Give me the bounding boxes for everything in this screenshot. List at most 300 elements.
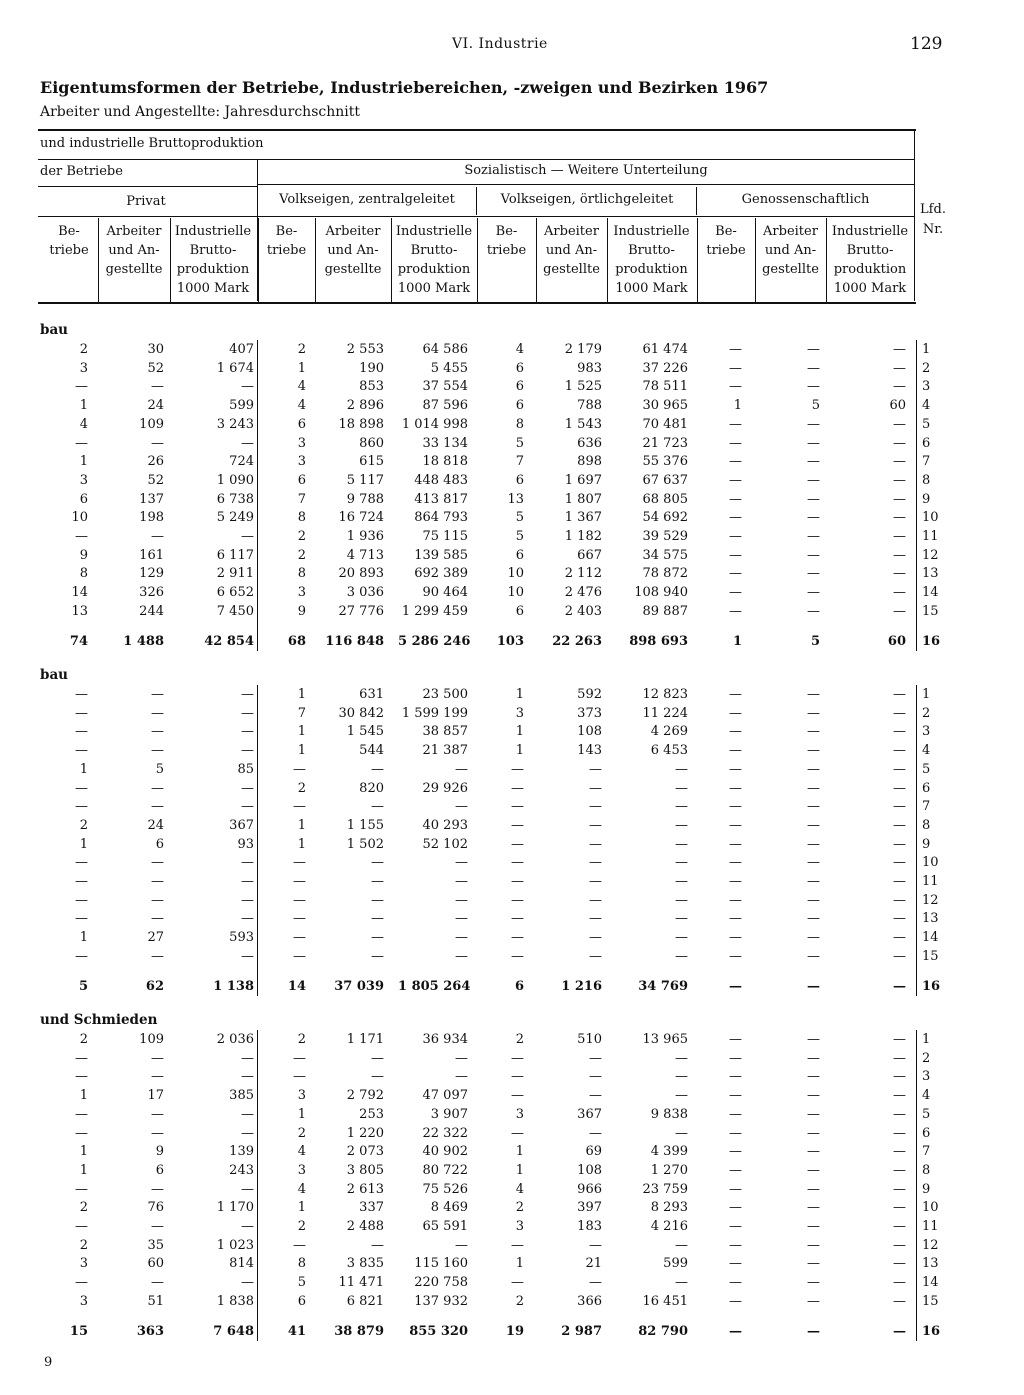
cell-privat-arbeiter: 52 [147, 472, 164, 488]
cell-privat-arbeiter: 6 [155, 836, 164, 852]
cell-genossenschaftlich-arbeiter: — [807, 454, 820, 470]
cell-genossenschaftlich-betriebe: — [729, 705, 742, 721]
cell-genossenschaftlich-produktion: — [893, 1032, 906, 1047]
cell-privat-betriebe: — [75, 1181, 88, 1197]
cell-lfd-nr: 1 [922, 1032, 931, 1047]
cell-ve-zentral-produktion: — [455, 1069, 468, 1085]
cell-ve-oertlich-produktion: 6 453 [650, 743, 688, 759]
table-row [0, 434, 1024, 453]
cell-genossenschaftlich-arbeiter: — [807, 1162, 820, 1178]
cell-ve-zentral-produktion: 65 591 [422, 1219, 468, 1234]
cell-privat-produktion: 6 117 [216, 547, 254, 563]
cell-genossenschaftlich-betriebe: 1 [733, 398, 742, 414]
cell-privat-produktion: — [241, 855, 254, 871]
cell-privat-produktion: 593 [229, 930, 254, 946]
cell-ve-zentral-betriebe: — [293, 892, 306, 908]
cell-ve-zentral-arbeiter: 11 471 [338, 1275, 384, 1291]
cell-privat-arbeiter: — [151, 911, 164, 927]
cell-genossenschaftlich-arbeiter: — [807, 817, 820, 833]
cell-ve-oertlich-betriebe: 6 [515, 379, 524, 395]
cell-privat-produktion: 243 [229, 1162, 254, 1178]
cell-lfd-nr: 2 [922, 1050, 931, 1066]
cell-privat-arbeiter: — [151, 743, 164, 759]
cell-genossenschaftlich-produktion: — [893, 1237, 906, 1253]
cell-genossenschaftlich-produktion: — [893, 1162, 906, 1178]
cell-genossenschaftlich-produktion: — [893, 1106, 906, 1122]
cell-genossenschaftlich-produktion: — [893, 454, 906, 470]
cell-privat-betriebe: 2 [79, 1237, 88, 1253]
cell-privat-produktion: 93 [237, 836, 254, 852]
cell-privat-betriebe: 13 [71, 603, 88, 619]
cell-lfd-nr: 4 [922, 1088, 931, 1104]
cell-genossenschaftlich-arbeiter: — [807, 1032, 820, 1047]
cell-ve-zentral-produktion: — [455, 930, 468, 946]
cell-genossenschaftlich-arbeiter: — [807, 1323, 820, 1339]
cell-ve-zentral-betriebe: 8 [297, 510, 306, 526]
cell-genossenschaftlich-arbeiter: — [807, 360, 820, 376]
col-head-ve-zentral-produktion: Industrielle Brutto- produktion 1000 Mark [395, 224, 473, 296]
cell-ve-oertlich-arbeiter: 1 525 [564, 379, 602, 395]
cell-genossenschaftlich-betriebe: — [729, 1125, 742, 1141]
cell-privat-arbeiter: 326 [139, 585, 164, 601]
cell-ve-oertlich-arbeiter: — [589, 1237, 602, 1253]
cell-ve-oertlich-betriebe: 2 [515, 1200, 524, 1216]
col-head-genossenschaftlich-arbeiter: Arbeiter und An- gestellte [762, 224, 819, 277]
cell-ve-oertlich-arbeiter: 21 [585, 1256, 602, 1272]
cell-ve-zentral-arbeiter: 1 220 [346, 1125, 384, 1141]
cell-privat-betriebe: 1 [79, 1088, 88, 1104]
cell-privat-betriebe: — [75, 892, 88, 908]
cell-ve-zentral-arbeiter: 3 036 [346, 585, 384, 601]
cell-ve-zentral-betriebe: 14 [287, 978, 306, 994]
cell-ve-oertlich-betriebe: — [511, 911, 524, 927]
cell-genossenschaftlich-produktion: — [893, 855, 906, 871]
cell-ve-oertlich-produktion: 21 723 [642, 435, 688, 451]
col-divider [258, 218, 259, 302]
cell-privat-produktion: — [241, 687, 254, 702]
cell-privat-betriebe: — [75, 705, 88, 721]
cell-genossenschaftlich-arbeiter: — [807, 510, 820, 526]
cell-ve-zentral-produktion: 1 805 264 [398, 978, 471, 994]
cell-lfd-nr: 8 [922, 817, 931, 833]
col-divider [826, 218, 827, 302]
cell-ve-oertlich-produktion: 898 693 [629, 633, 688, 649]
cell-genossenschaftlich-produktion: — [893, 761, 906, 777]
cell-genossenschaftlich-betriebe: — [729, 603, 742, 619]
cell-privat-betriebe: — [75, 1219, 88, 1234]
cell-genossenschaftlich-betriebe: — [729, 1256, 742, 1272]
cell-ve-zentral-arbeiter: 820 [359, 780, 384, 796]
cell-ve-oertlich-produktion: 23 759 [642, 1181, 688, 1197]
cell-ve-zentral-arbeiter: — [371, 761, 384, 777]
table-row [0, 564, 1024, 583]
cell-genossenschaftlich-betriebe: — [729, 585, 742, 601]
table-row [0, 891, 1024, 910]
cell-privat-betriebe: — [75, 911, 88, 927]
cell-ve-zentral-produktion: — [455, 855, 468, 871]
cell-ve-oertlich-produktion: — [675, 1275, 688, 1291]
cell-ve-oertlich-produktion: — [675, 1050, 688, 1066]
cell-lfd-nr: 7 [922, 799, 931, 815]
cell-privat-arbeiter: 1 488 [123, 633, 164, 649]
cell-privat-betriebe: 8 [79, 566, 88, 582]
cell-ve-oertlich-betriebe: 1 [515, 724, 524, 740]
cell-genossenschaftlich-betriebe: — [729, 930, 742, 946]
cell-privat-arbeiter: 26 [147, 454, 164, 470]
cell-genossenschaftlich-arbeiter: — [807, 799, 820, 815]
cell-ve-zentral-betriebe: 41 [287, 1323, 306, 1339]
cell-privat-betriebe: 1 [79, 761, 88, 777]
cell-ve-oertlich-betriebe: — [511, 1275, 524, 1291]
cell-ve-zentral-produktion: — [455, 799, 468, 815]
cell-privat-betriebe: 1 [79, 454, 88, 470]
col-head-ve-zentral-betriebe: Be- triebe [266, 224, 307, 258]
cell-ve-zentral-arbeiter: 544 [359, 743, 384, 759]
cell-ve-oertlich-produktion: 4 216 [650, 1219, 688, 1234]
cell-ve-oertlich-arbeiter: — [589, 1069, 602, 1085]
cell-ve-zentral-betriebe: — [293, 1237, 306, 1253]
cell-ve-oertlich-betriebe: — [511, 892, 524, 908]
cell-privat-produktion: 1 138 [213, 978, 254, 994]
cell-ve-oertlich-betriebe: 1 [515, 1256, 524, 1272]
cell-ve-zentral-produktion: 8 469 [430, 1200, 468, 1216]
table-row [0, 1105, 1024, 1124]
cell-ve-zentral-produktion: 137 932 [414, 1293, 468, 1309]
cell-genossenschaftlich-produktion: — [893, 1125, 906, 1141]
cell-genossenschaftlich-arbeiter: — [807, 585, 820, 601]
col-head-ve-oertlich-produktion: Industrielle Brutto- produktion 1000 Mark [613, 224, 690, 296]
cell-genossenschaftlich-arbeiter: — [807, 379, 820, 395]
cell-ve-oertlich-betriebe: 7 [515, 454, 524, 470]
cell-ve-oertlich-arbeiter: 1 216 [561, 978, 602, 994]
cell-privat-arbeiter: 62 [145, 978, 164, 994]
cell-ve-zentral-arbeiter: 2 613 [346, 1181, 384, 1197]
cell-ve-oertlich-arbeiter: 1 182 [564, 529, 602, 544]
cell-ve-zentral-produktion: 3 907 [430, 1106, 468, 1122]
cell-ve-zentral-produktion: 5 455 [430, 360, 468, 376]
cell-ve-oertlich-arbeiter: — [589, 892, 602, 908]
cell-ve-oertlich-arbeiter: 183 [577, 1219, 602, 1234]
cell-ve-oertlich-produktion: 34 575 [642, 547, 688, 563]
table-row [0, 1161, 1024, 1180]
cell-lfd-nr: 6 [922, 435, 931, 451]
cell-privat-produktion: 407 [229, 342, 254, 357]
cell-genossenschaftlich-arbeiter: — [807, 724, 820, 740]
cell-genossenschaftlich-arbeiter: — [807, 491, 820, 507]
section-label: bau [40, 322, 69, 338]
cell-genossenschaftlich-arbeiter: — [807, 761, 820, 777]
cell-lfd-nr: 9 [922, 491, 931, 507]
cell-genossenschaftlich-betriebe: — [729, 510, 742, 526]
cell-genossenschaftlich-arbeiter: — [807, 603, 820, 619]
cell-genossenschaftlich-produktion: — [893, 1050, 906, 1066]
cell-genossenschaftlich-produktion: — [893, 799, 906, 815]
cell-privat-produktion: — [241, 379, 254, 395]
cell-ve-oertlich-betriebe: — [511, 761, 524, 777]
cell-privat-betriebe: 2 [79, 1200, 88, 1216]
cell-privat-produktion: — [241, 529, 254, 544]
cell-lfd-nr: 7 [922, 454, 931, 470]
cell-genossenschaftlich-arbeiter: — [807, 930, 820, 946]
cell-ve-zentral-betriebe: 1 [297, 724, 306, 740]
cell-ve-zentral-produktion: 18 818 [422, 454, 468, 470]
cell-ve-zentral-produktion: 52 102 [422, 836, 468, 852]
cell-ve-oertlich-arbeiter: — [589, 1088, 602, 1104]
body-column-rule [257, 685, 258, 996]
col-head-privat-produktion: Industrielle Brutto- produktion 1000 Mark [174, 224, 252, 296]
header-bottom-rule [38, 302, 916, 304]
cell-genossenschaftlich-produktion: — [893, 930, 906, 946]
cell-genossenschaftlich-betriebe: — [729, 1069, 742, 1085]
cell-privat-arbeiter: — [151, 1125, 164, 1141]
cell-genossenschaftlich-produktion: — [893, 1219, 906, 1234]
cell-genossenschaftlich-betriebe: — [729, 454, 742, 470]
cell-genossenschaftlich-arbeiter: — [807, 342, 820, 357]
cell-genossenschaftlich-arbeiter: — [807, 978, 820, 994]
cell-genossenschaftlich-produktion: — [893, 743, 906, 759]
cell-genossenschaftlich-arbeiter: — [807, 892, 820, 908]
cell-privat-arbeiter: 17 [147, 1088, 164, 1104]
cell-lfd-nr: 15 [922, 603, 939, 619]
cell-privat-arbeiter: — [151, 1050, 164, 1066]
cell-ve-oertlich-produktion: 37 226 [642, 360, 688, 376]
cell-ve-oertlich-arbeiter: — [589, 1125, 602, 1141]
cell-ve-oertlich-betriebe: 2 [515, 1293, 524, 1309]
cell-ve-oertlich-betriebe: — [511, 1125, 524, 1141]
cell-genossenschaftlich-betriebe: — [729, 1275, 742, 1291]
cell-privat-arbeiter: — [151, 529, 164, 544]
cell-lfd-nr: 2 [922, 360, 931, 376]
table-row [0, 704, 1024, 723]
table-row [0, 779, 1024, 798]
cell-ve-oertlich-betriebe: — [511, 1069, 524, 1085]
cell-ve-oertlich-arbeiter: 366 [577, 1293, 602, 1309]
cell-genossenschaftlich-produktion: — [893, 1293, 906, 1309]
col-head-ve-oertlich-betriebe: Be- triebe [486, 224, 527, 258]
cell-ve-zentral-produktion: 5 286 246 [398, 633, 471, 649]
cell-privat-produktion: — [241, 435, 254, 451]
cell-genossenschaftlich-betriebe: — [729, 1293, 742, 1309]
cell-ve-oertlich-produktion: — [675, 948, 688, 964]
cell-ve-zentral-betriebe: 5 [297, 1275, 306, 1291]
cell-genossenschaftlich-produktion: — [893, 780, 906, 796]
cell-lfd-nr: 13 [922, 911, 939, 927]
cell-ve-oertlich-arbeiter: 667 [577, 547, 602, 563]
table-row [0, 1086, 1024, 1105]
cell-lfd-nr: 12 [922, 1237, 939, 1253]
cell-ve-zentral-produktion: 115 160 [414, 1256, 468, 1272]
cell-genossenschaftlich-betriebe: — [729, 342, 742, 357]
running-head: VI. Industrie [452, 36, 548, 52]
cell-ve-oertlich-produktion: — [675, 930, 688, 946]
cell-genossenschaftlich-produktion: — [893, 978, 906, 994]
cell-privat-produktion: 1 838 [216, 1293, 254, 1309]
cell-privat-betriebe: 14 [71, 585, 88, 601]
table-row [0, 452, 1024, 471]
cell-ve-oertlich-betriebe: — [511, 1237, 524, 1253]
table-row [0, 1217, 1024, 1236]
cell-ve-oertlich-produktion: 61 474 [642, 342, 688, 357]
cell-privat-arbeiter: — [151, 874, 164, 889]
cell-genossenschaftlich-produktion: — [893, 435, 906, 451]
cell-ve-zentral-arbeiter: — [371, 1069, 384, 1085]
cell-ve-oertlich-betriebe: — [511, 874, 524, 889]
cell-ve-zentral-betriebe: 1 [297, 743, 306, 759]
cell-ve-zentral-arbeiter: — [371, 799, 384, 815]
cell-ve-oertlich-betriebe: 1 [515, 743, 524, 759]
cell-ve-zentral-arbeiter: 116 848 [325, 633, 384, 649]
col-divider [170, 218, 171, 302]
cell-ve-zentral-betriebe: 2 [297, 1125, 306, 1141]
cell-genossenschaftlich-betriebe: — [729, 911, 742, 927]
cell-privat-produktion: — [241, 874, 254, 889]
cell-genossenschaftlich-betriebe: — [729, 1162, 742, 1178]
cell-genossenschaftlich-betriebe: — [729, 1237, 742, 1253]
table-row [0, 722, 1024, 741]
table-title: Eigentumsformen der Betriebe, Industriebereichen, -zweigen und Bezirken 1967 [40, 78, 769, 97]
table-row [0, 1198, 1024, 1217]
cell-lfd-nr: 4 [922, 398, 931, 414]
cell-genossenschaftlich-arbeiter: — [807, 687, 820, 702]
cell-ve-oertlich-produktion: 34 769 [638, 978, 688, 994]
cell-privat-produktion: 5 249 [216, 510, 254, 526]
cell-privat-betriebe: 10 [71, 510, 88, 526]
page-number: 129 [910, 34, 943, 54]
cell-ve-oertlich-betriebe: 1 [515, 687, 524, 702]
cell-ve-oertlich-betriebe: 6 [514, 978, 524, 994]
cell-ve-oertlich-produktion: 54 692 [642, 510, 688, 526]
cell-privat-arbeiter: 60 [147, 1256, 164, 1272]
cell-ve-zentral-arbeiter: 860 [359, 435, 384, 451]
cell-genossenschaftlich-produktion: — [893, 948, 906, 964]
cell-privat-betriebe: 3 [79, 360, 88, 376]
cell-privat-arbeiter: — [151, 1219, 164, 1234]
table-row [0, 527, 1024, 546]
cell-ve-zentral-betriebe: 2 [297, 780, 306, 796]
cell-ve-oertlich-produktion: 67 637 [642, 472, 688, 488]
cell-ve-oertlich-betriebe: — [511, 930, 524, 946]
cell-ve-oertlich-produktion: 8 293 [650, 1200, 688, 1216]
cell-ve-oertlich-arbeiter: 108 [577, 724, 602, 740]
cell-ve-oertlich-produktion: 12 823 [642, 687, 688, 702]
cell-ve-zentral-produktion: 80 722 [422, 1162, 468, 1178]
cell-ve-zentral-produktion: 220 758 [414, 1275, 468, 1291]
cell-privat-produktion: 3 243 [216, 416, 254, 432]
cell-ve-oertlich-produktion: — [675, 874, 688, 889]
cell-ve-oertlich-arbeiter: 1 697 [564, 472, 602, 488]
cell-ve-zentral-produktion: 36 934 [422, 1032, 468, 1047]
cell-ve-zentral-produktion: 64 586 [422, 342, 468, 357]
cell-ve-oertlich-produktion: 4 399 [650, 1144, 688, 1160]
cell-privat-betriebe: 6 [79, 491, 88, 507]
cell-ve-zentral-arbeiter: 5 117 [346, 472, 384, 488]
cell-genossenschaftlich-betriebe: — [729, 892, 742, 908]
page-header [0, 36, 1024, 58]
cell-ve-zentral-arbeiter: 253 [359, 1106, 384, 1122]
cell-privat-produktion: 7 450 [216, 603, 254, 619]
cell-lfd-nr: 9 [922, 836, 931, 852]
cell-ve-zentral-produktion: 448 483 [414, 472, 468, 488]
cell-genossenschaftlich-arbeiter: — [807, 1275, 820, 1291]
cell-ve-zentral-arbeiter: 18 898 [338, 416, 384, 432]
cell-privat-betriebe: — [75, 1050, 88, 1066]
cell-genossenschaftlich-arbeiter: — [807, 1293, 820, 1309]
footer-number: 9 [44, 1355, 53, 1370]
cell-ve-oertlich-produktion: 82 790 [638, 1323, 688, 1339]
cell-ve-oertlich-arbeiter: 983 [577, 360, 602, 376]
table-row [0, 583, 1024, 602]
cell-privat-produktion: 1 023 [216, 1237, 254, 1253]
cell-ve-zentral-betriebe: 68 [287, 633, 306, 649]
cell-genossenschaftlich-produktion: — [893, 1275, 906, 1291]
cell-privat-betriebe: 2 [79, 342, 88, 357]
cell-lfd-nr: 11 [922, 1219, 939, 1234]
cell-ve-zentral-betriebe: — [293, 1069, 306, 1085]
cell-ve-oertlich-produktion: — [675, 836, 688, 852]
table-row [0, 853, 1024, 872]
header-row2-left: der Betriebe [40, 164, 123, 179]
cell-privat-betriebe: — [75, 687, 88, 702]
table-row [0, 760, 1024, 779]
table-row [0, 1292, 1024, 1311]
cell-ve-zentral-betriebe: — [293, 948, 306, 964]
cell-genossenschaftlich-betriebe: — [729, 1032, 742, 1047]
cell-lfd-nr: 7 [922, 1144, 931, 1160]
cell-ve-zentral-produktion: 37 554 [422, 379, 468, 395]
cell-genossenschaftlich-produktion: — [893, 836, 906, 852]
cell-privat-betriebe: — [75, 855, 88, 871]
cell-ve-zentral-betriebe: 6 [297, 416, 306, 432]
cell-ve-zentral-produktion: 23 500 [422, 687, 468, 702]
cell-genossenschaftlich-produktion: — [893, 724, 906, 740]
cell-genossenschaftlich-betriebe: — [729, 529, 742, 544]
cell-ve-zentral-arbeiter: 337 [359, 1200, 384, 1216]
cell-privat-produktion: 2 911 [216, 566, 254, 582]
cell-ve-oertlich-arbeiter: — [589, 817, 602, 833]
cell-ve-zentral-betriebe: 6 [297, 1293, 306, 1309]
cell-ve-zentral-arbeiter: — [371, 1237, 384, 1253]
cell-genossenschaftlich-produktion: — [893, 1323, 906, 1339]
table-row [0, 741, 1024, 760]
cell-genossenschaftlich-betriebe: — [729, 836, 742, 852]
body-column-rule [916, 340, 917, 651]
cell-ve-oertlich-betriebe: 10 [507, 585, 524, 601]
cell-genossenschaftlich-betriebe: — [729, 360, 742, 376]
cell-privat-betriebe: 2 [79, 817, 88, 833]
cell-ve-oertlich-arbeiter: 373 [577, 705, 602, 721]
cell-ve-oertlich-produktion: 599 [663, 1256, 688, 1272]
cell-ve-zentral-betriebe: 1 [297, 1106, 306, 1122]
cell-lfd-nr: 4 [922, 743, 931, 759]
cell-ve-zentral-produktion: — [455, 948, 468, 964]
cell-ve-oertlich-betriebe: 6 [515, 603, 524, 619]
col-divider [315, 218, 316, 302]
cell-ve-zentral-arbeiter: — [371, 892, 384, 908]
header-genossenschaftlich: Genossenschaftlich [741, 192, 870, 207]
cell-ve-oertlich-betriebe: 8 [515, 416, 524, 432]
cell-genossenschaftlich-arbeiter: — [807, 1106, 820, 1122]
cell-ve-oertlich-produktion: — [675, 1069, 688, 1085]
cell-ve-zentral-produktion: 38 857 [422, 724, 468, 740]
cell-ve-zentral-betriebe: 8 [297, 1256, 306, 1272]
cell-ve-zentral-produktion: — [455, 761, 468, 777]
cell-ve-oertlich-betriebe: 5 [515, 510, 524, 526]
cell-ve-zentral-arbeiter: 1 545 [346, 724, 384, 740]
cell-ve-zentral-arbeiter: 6 821 [346, 1293, 384, 1309]
cell-ve-oertlich-produktion: — [675, 817, 688, 833]
cell-ve-oertlich-arbeiter: 143 [577, 743, 602, 759]
cell-ve-oertlich-arbeiter: — [589, 930, 602, 946]
